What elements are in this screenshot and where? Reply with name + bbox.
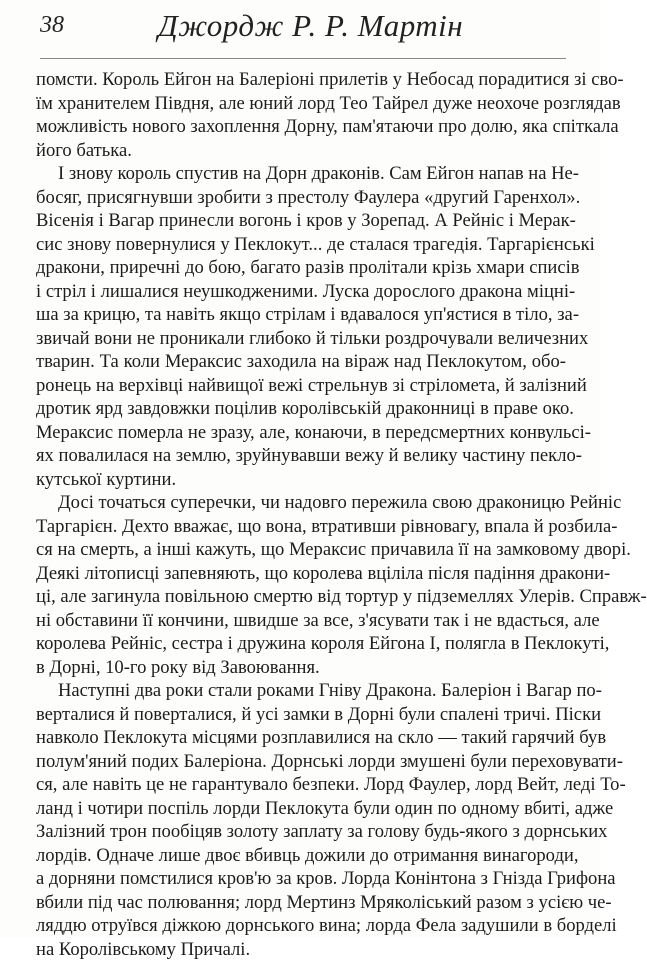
running-head: Джордж Р. Р. Мартін: [158, 8, 463, 44]
text-line: ланд і чотири поспіль лорди Пеклокута були один по одному вбиті, адже: [36, 797, 566, 821]
text-line: Вісенія і Вагар принесли вогонь і кров у Зорепад. А Рейніс і Мерак-: [36, 209, 566, 233]
text-line: Наступні два роки стали роками Гніву Дракона. Балеріон і Вагар по-: [36, 679, 566, 703]
text-line: сис знову повернулися у Пеклокут... де сталася трагедія. Таргарієнські: [36, 233, 566, 257]
text-line: звичай вони не проникали глибоко й тільки роздрочували величезних: [36, 327, 566, 351]
text-line: верталися й поверталися, й усі замки в Дорні були спалені тричі. Піски: [36, 703, 566, 727]
text-line: Залізний трон пообіцяв золоту заплату за голову будь-якого з дорнських: [36, 820, 566, 844]
text-line: в Дорні, 10-го року від Завоювання.: [36, 656, 566, 680]
text-line: і стріл і лишалися неушкодженими. Луска дорослого дракона міцні-: [36, 280, 566, 304]
text-line: а дорняни помстилися кров'ю за кров. Лорда Конінтона з Гнізда Грифона: [36, 867, 566, 891]
text-line: його батька.: [36, 139, 566, 163]
text-line: ях повалилася на землю, зруйнувавши вежу й велику частину пекло-: [36, 444, 566, 468]
paragraph: [36, 68, 566, 162]
text-line: полум'яний подих Балеріона. Дорнські лорди змушені були переховувати-: [36, 750, 566, 774]
text-line: можливість нового захоплення Дорну, пам'ятаючи про долю, яка спіткала: [36, 115, 566, 139]
text-line: Досі точаться суперечки, чи надовго пережила свою драконицю Рейніс: [36, 491, 566, 515]
text-line: королева Рейніс, сестра і дружина короля Ейгона І, полягла в Пеклокуті,: [36, 632, 566, 656]
text-line: вбили під час полювання; лорд Мертинз Мряколіський разом з усією че-: [36, 891, 566, 915]
text-line: на Королівському Причалі.: [36, 938, 566, 961]
text-line: босяг, присягнувши зробити з престолу Фаулера «другий Гаренхол».: [36, 186, 566, 210]
text-line: Деякі літописці запевняють, що королева вціліла після падіння дракони-: [36, 562, 566, 586]
header-rule: [40, 58, 566, 59]
text-line: І знову король спустив на Дорн драконів. Сам Ейгон напав на Не-: [36, 162, 566, 186]
text-line: Таргарієн. Дехто вважає, що вона, втративши рівновагу, впала й розбила-: [36, 515, 566, 539]
paragraph: [36, 679, 566, 961]
text-line: їм хранителем Півдня, але юний лорд Тео Тайрел дуже неохоче розглядав: [36, 92, 566, 116]
text-line: ляддю отруївся діжкою дорнського вина; лорда Фела задушили в борделі: [36, 914, 566, 938]
text-line: Мераксис померла не зразу, але, конаючи, в передсмертних конвульсі-: [36, 421, 566, 445]
text-line: кутської куртини.: [36, 468, 566, 492]
text-line: тварин. Та коли Мераксис заходила на віраж над Пеклокутом, обо-: [36, 350, 566, 374]
text-line: ся на смерть, а інші кажуть, що Мераксис причавила її на замковому дворі.: [36, 538, 566, 562]
paragraph: [36, 491, 566, 679]
text-line: навколо Пеклокута місцями розплавилися на скло — такий гарячий був: [36, 726, 566, 750]
text-line: дракони, приречні до бою, багато разів пролітали крізь хмари списів: [36, 256, 566, 280]
text-line: ронець на верхівці найвищої вежі стрельнув зі стріломета, й залізний: [36, 374, 566, 398]
text-line: ша за крицю, та навіть якщо стрілам і вдавалося уп'ястися в тіло, за-: [36, 303, 566, 327]
paragraph: [36, 162, 566, 491]
text-line: лордів. Одначе лише двоє вбивць дожили до отримання винагороди,: [36, 844, 566, 868]
text-line: ні обставини її кончини, швидше за все, з'ясувати так і не вдасться, але: [36, 609, 566, 633]
text-line: ці, але загинула повільною смертю від тортур у підземеллях Улерів. Справж-: [36, 585, 566, 609]
page-number: 38: [40, 12, 64, 39]
text-line: дротик ярд завдовжки поцілив королівській драконниці в праве око.: [36, 397, 566, 421]
page-header: [40, 8, 560, 54]
body-text: [36, 68, 566, 961]
text-line: помсти. Король Ейгон на Балеріоні прилетів у Небосад порадитися зі сво-: [36, 68, 566, 92]
text-line: ся, але навіть це не гарантувало безпеки. Лорд Фаулер, лорд Вейт, леді То-: [36, 773, 566, 797]
